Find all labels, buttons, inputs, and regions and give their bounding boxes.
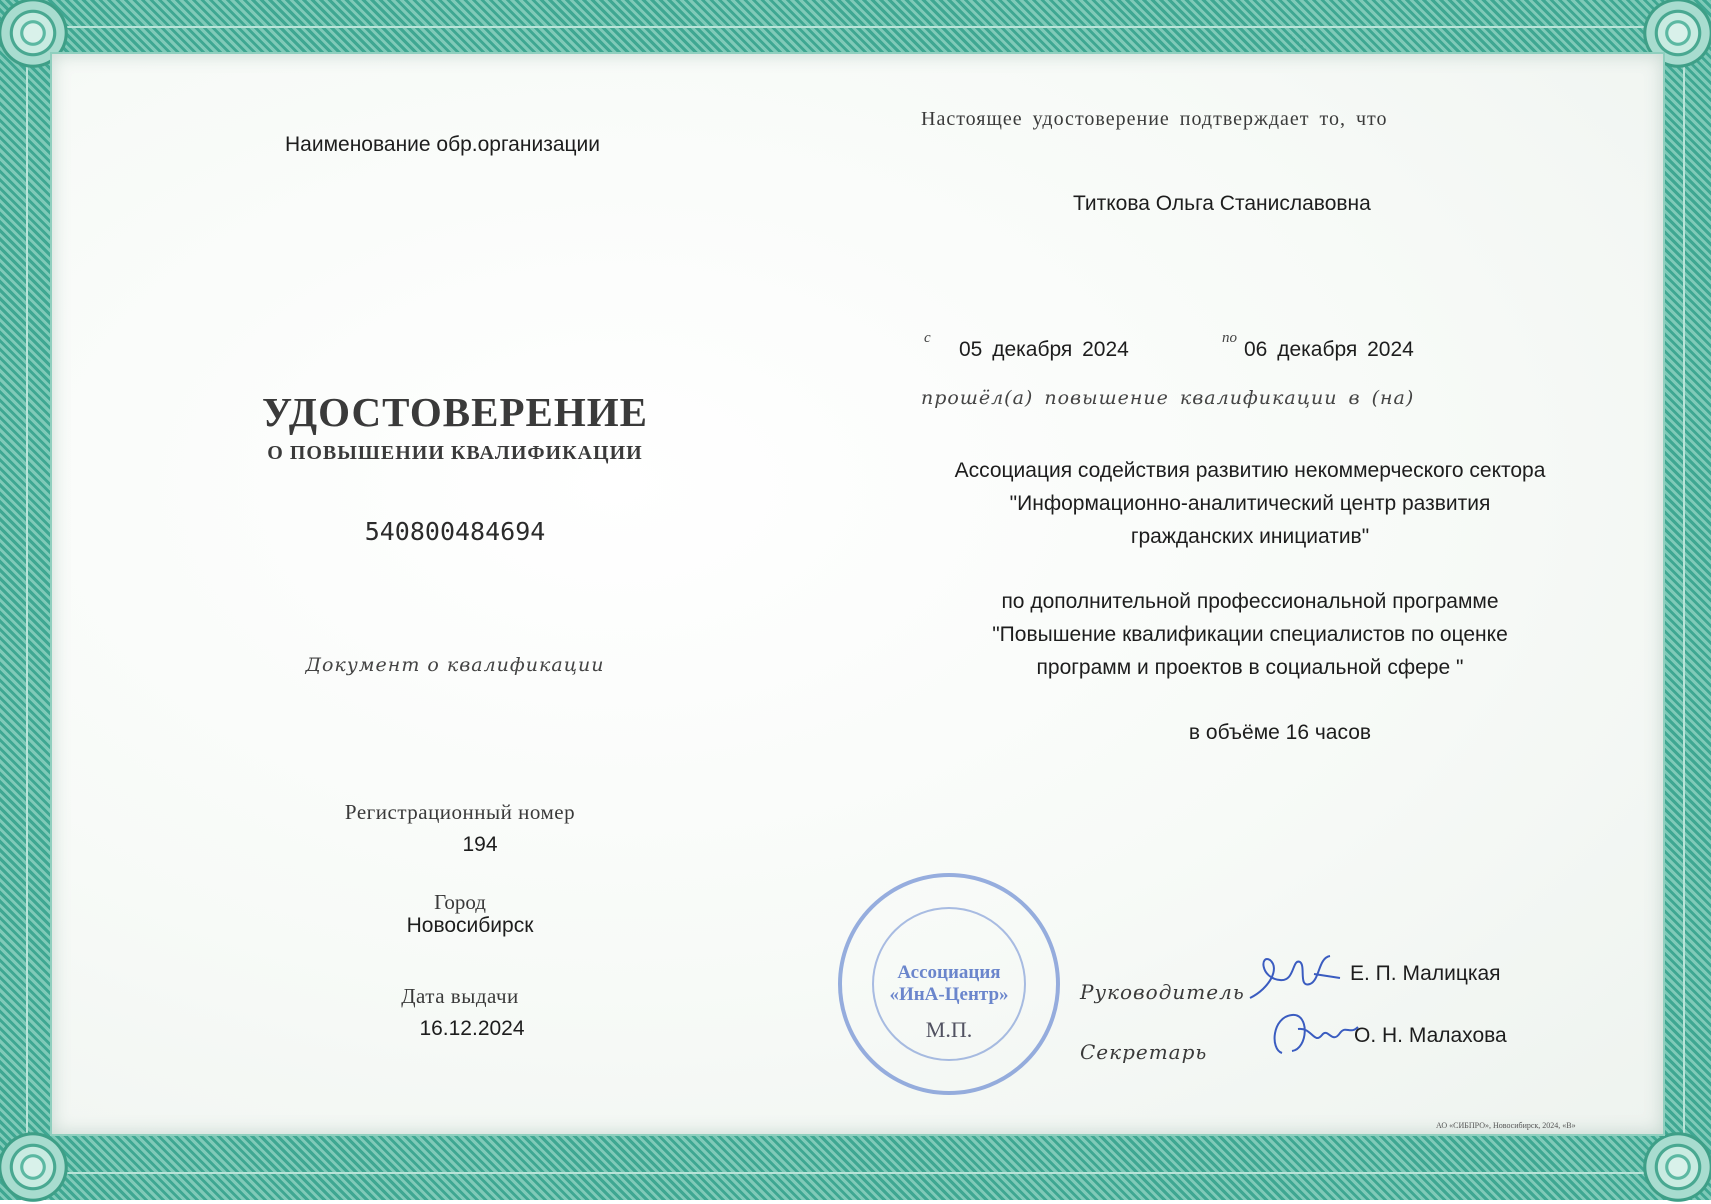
stamp-text: «ИнА-Центр» [889, 984, 1009, 1005]
secretary-name: О. Н. Малахова [1354, 1024, 1507, 1047]
registration-number: 194 [462, 833, 498, 856]
org-label: Наименование обр.организации [285, 133, 600, 156]
issue-date: 16.12.2024 [419, 1017, 525, 1040]
program-intro: по дополнительной профессиональной программе [1001, 590, 1499, 613]
passed-training-text: прошёл(а) повышение квалификации в (на) [921, 387, 1415, 409]
printer-imprint: АО «СИБПРО», Новосибирск, 2024, «В» [1436, 1121, 1576, 1130]
secretary-signature [1262, 1005, 1362, 1065]
from-label: с [924, 330, 931, 346]
hours-volume: в объёме 16 часов [1188, 721, 1372, 744]
secretary-label: Секретарь [1080, 1040, 1208, 1064]
program-name-line: "Повышение квалификации специалистов по оценке [992, 623, 1508, 646]
to-label: по [1222, 330, 1237, 346]
organization-line: "Информационно-аналитический центр развития [1009, 492, 1491, 515]
stamp-mp: М.П. [925, 1017, 973, 1042]
issue-date-label: Дата выдачи [401, 984, 519, 1008]
to-date: 06 декабря 2024 [1244, 338, 1414, 361]
head-name: Е. П. Малицкая [1350, 962, 1501, 985]
corner-ornament [1641, 1130, 1711, 1204]
certificate-subtitle: О ПОВЫШЕНИИ КВАЛИФИКАЦИИ [267, 442, 643, 464]
document-type: Документ о квалификации [305, 654, 605, 676]
city-label: Город [434, 890, 486, 914]
recipient-name: Титкова Ольга Станиславовна [1073, 192, 1371, 215]
program-name-line: программ и проектов в социальной сфере " [1036, 656, 1464, 679]
city-value: Новосибирск [406, 914, 534, 937]
serial-number: 540800484694 [364, 517, 546, 546]
certificate-title: УДОСТОВЕРЕНИЕ [261, 389, 649, 435]
registration-label: Регистрационный номер [344, 800, 576, 824]
head-signature [1240, 948, 1350, 1008]
organization-stamp [838, 873, 1060, 1095]
head-label: Руководитель [1080, 980, 1245, 1004]
organization-line: гражданских инициатив" [1130, 525, 1370, 548]
intro-text: Настоящее удостоверение подтверждает то, что [921, 108, 1388, 130]
from-date: 05 декабря 2024 [959, 338, 1129, 361]
organization-line: Ассоциация содействия развитию некоммерческого сектора [954, 459, 1546, 482]
stamp-text: Ассоциация [897, 962, 1001, 983]
